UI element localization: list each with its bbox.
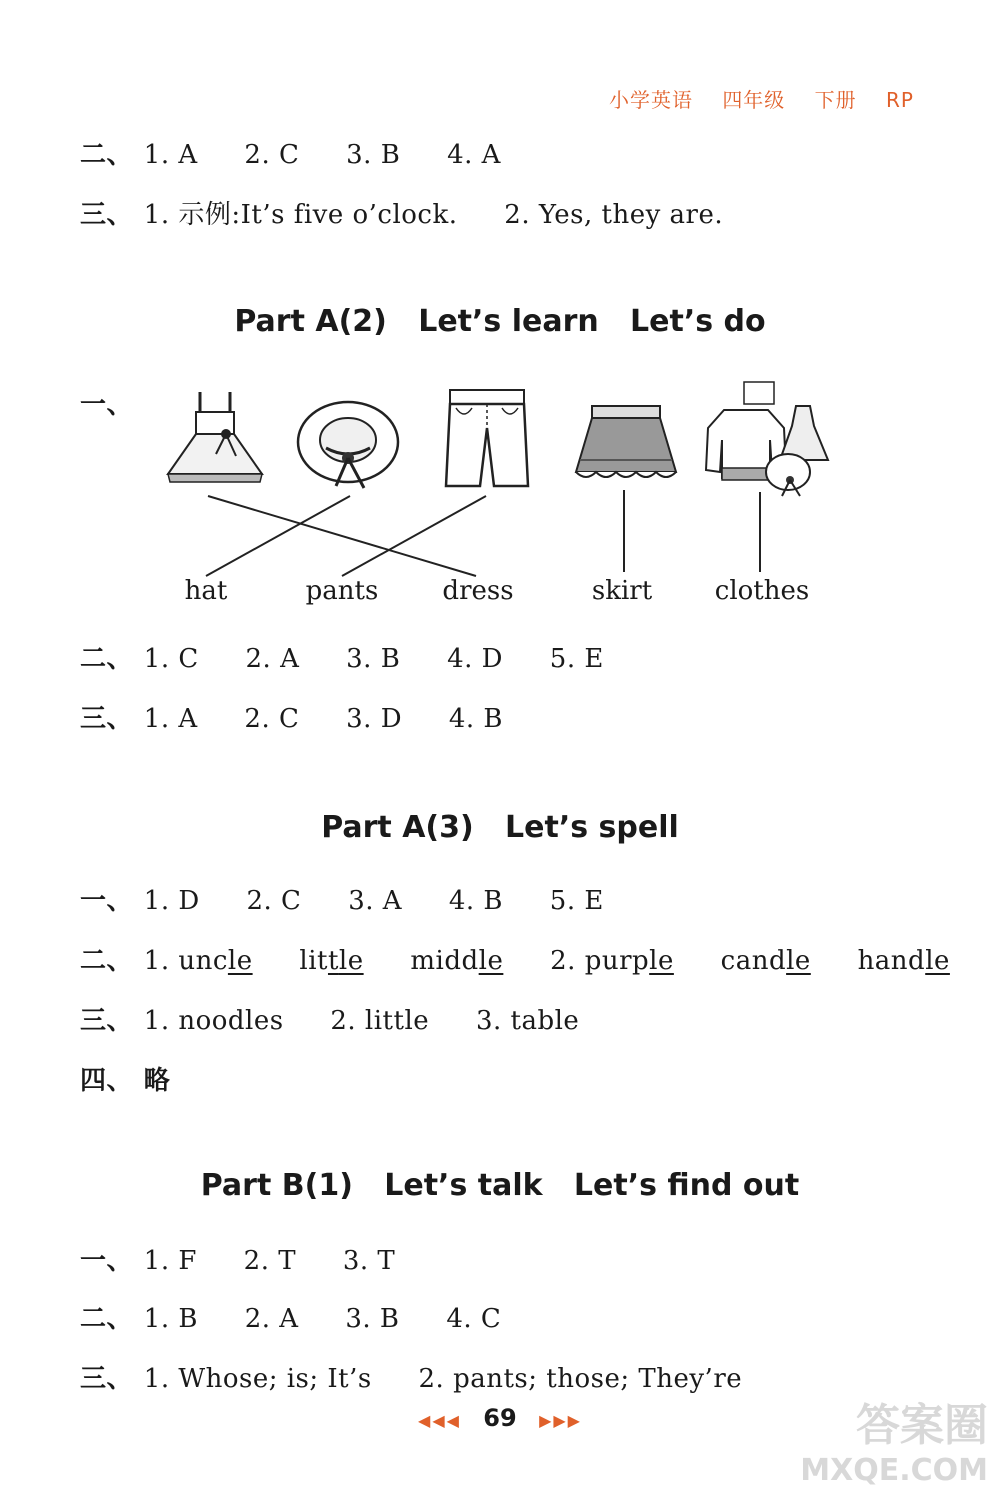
- spelling-word: candle: [720, 946, 811, 976]
- word-label: pants: [305, 576, 379, 606]
- answer-line: 二、 1. A 2. C 3. B 4. A: [80, 140, 501, 170]
- answer-line: 二、 1. C 2. A 3. B 4. D 5. E: [80, 644, 604, 674]
- header-volume: 下册: [814, 88, 857, 112]
- answer-line: 三、 1. Whose; is; It’s 2. pants; those; They’re: [80, 1364, 743, 1394]
- answer-line: 二、 1. B 2. A 3. B 4. C: [80, 1304, 502, 1334]
- answer-line: 三、 1. 示例:It’s five o’clock. 2. Yes, they are.: [80, 200, 724, 230]
- section-title: Part A(2) Let’s learn Let’s do: [234, 304, 766, 339]
- answer-line: 三、 1. noodles 2. little 3. table: [80, 1006, 580, 1036]
- answer-line: 一、 1. F 2. T 3. T: [80, 1246, 396, 1276]
- left-arrows-icon: ◀◀◀: [418, 1411, 461, 1430]
- page-number: 69: [483, 1404, 517, 1432]
- section-title: Part B(1) Let’s talk Let’s find out: [200, 1168, 800, 1203]
- header-grade: 四年级: [722, 88, 786, 112]
- answer-line: 四、 略: [80, 1066, 171, 1096]
- spelling-word: middle: [410, 946, 504, 976]
- header-edition: RP: [886, 88, 914, 112]
- spelling-answer-line: 二、 1. uncle little middle 2. purple candle handle: [80, 946, 950, 976]
- spelling-word: 2. purple: [550, 946, 674, 976]
- word-label: hat: [184, 576, 228, 606]
- answer-line: 一、 1. D 2. C 3. A 4. B 5. E: [80, 886, 604, 916]
- word-label: skirt: [591, 576, 653, 606]
- word-label: dress: [442, 576, 514, 606]
- header-subject: 小学英语: [608, 88, 693, 112]
- spelling-word: 1. uncle: [143, 946, 253, 976]
- watermark: 答案圈 MXQE.COM: [800, 1400, 988, 1488]
- spelling-word: little: [299, 946, 364, 976]
- section-title: Part A(3) Let’s spell: [321, 810, 679, 845]
- answer-line: 三、 1. A 2. C 3. D 4. B: [80, 704, 504, 734]
- question-label: 一、: [80, 390, 134, 420]
- matching-lines: [0, 0, 1000, 600]
- right-arrows-icon: ▶▶▶: [539, 1411, 582, 1430]
- spelling-word: handle: [857, 946, 950, 976]
- word-label: clothes: [714, 576, 810, 606]
